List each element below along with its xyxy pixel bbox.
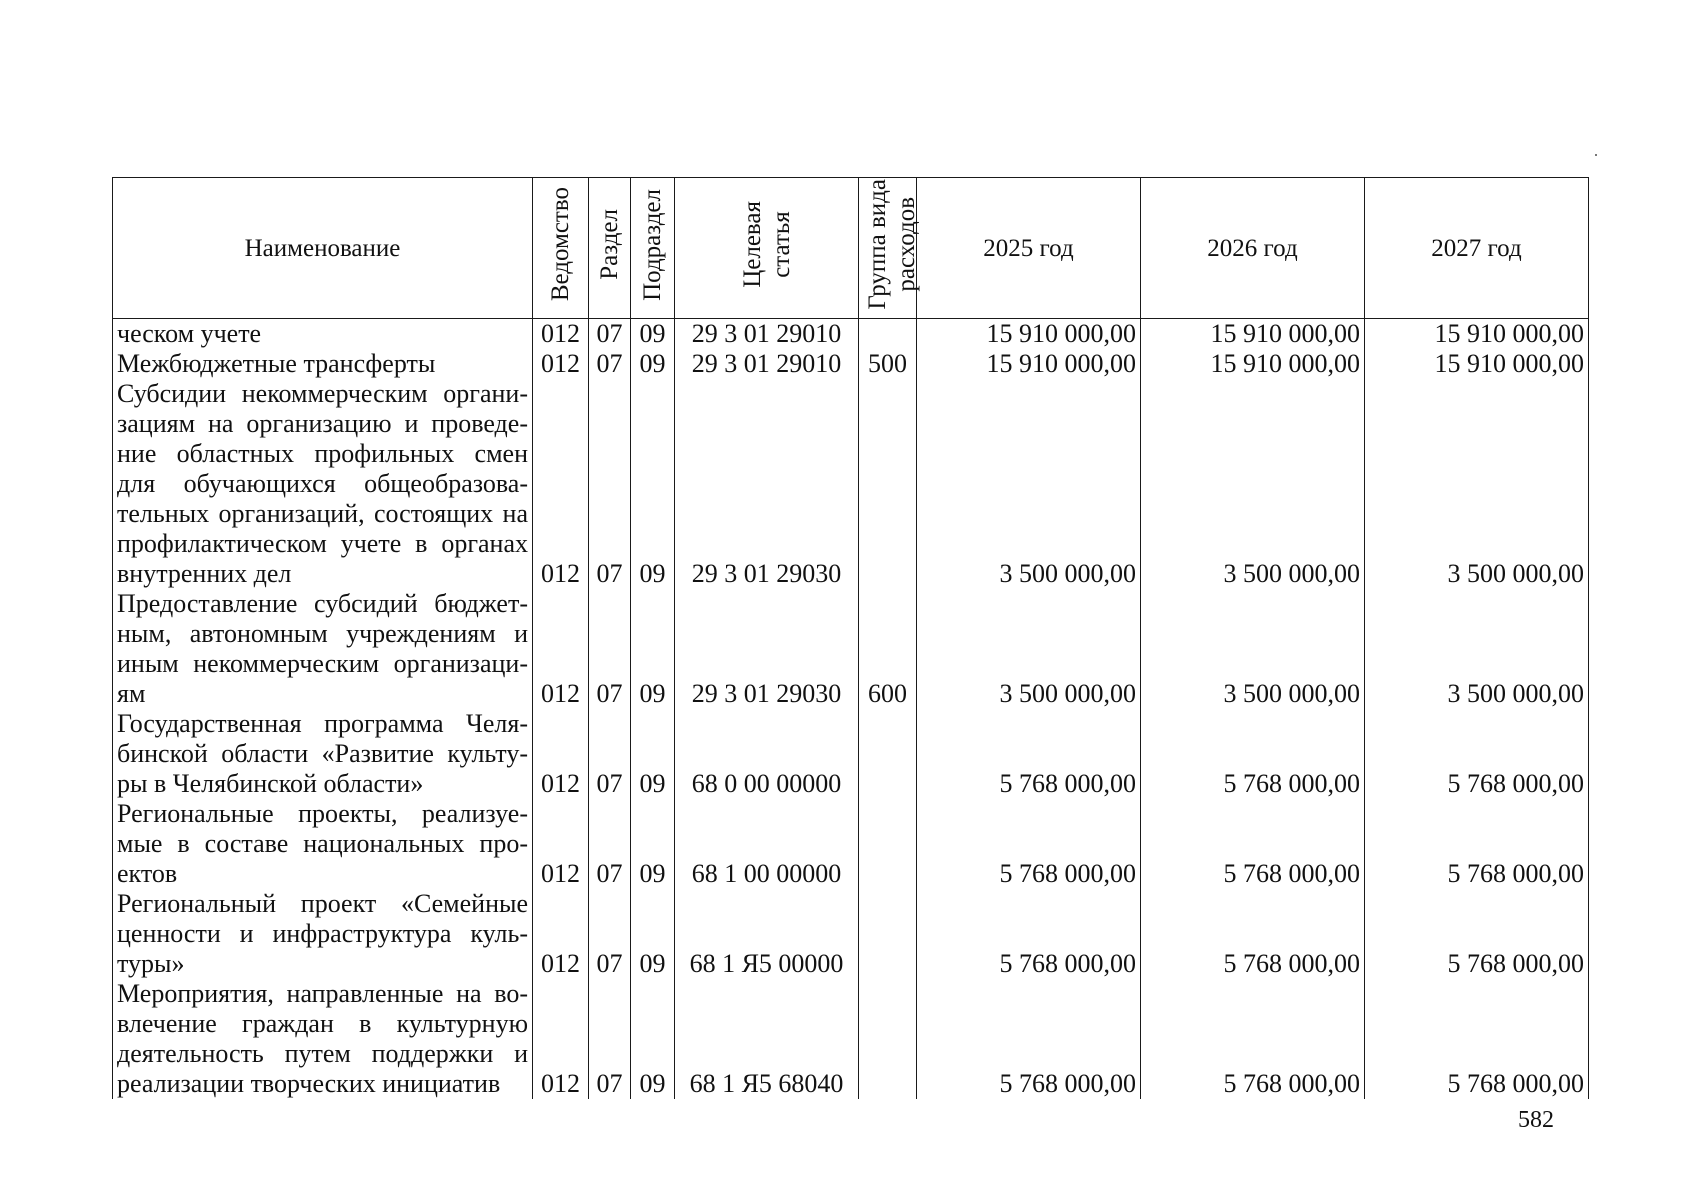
cell-podrazdel: 09	[631, 889, 675, 979]
cell-razdel: 07	[589, 379, 631, 589]
cell-podrazdel: 09	[631, 349, 675, 379]
cell-podrazdel: 09	[631, 979, 675, 1099]
cell-gruppa-vida-rashodov	[859, 889, 917, 979]
cell-2025: 15 910 000,00	[917, 319, 1141, 350]
table-row	[113, 319, 1589, 350]
table-row	[113, 799, 1589, 889]
cell-gruppa-vida-rashodov	[859, 799, 917, 889]
budget-table	[112, 177, 1589, 1099]
cell-2027: 5 768 000,00	[1365, 889, 1589, 979]
table-row	[113, 349, 1589, 379]
cell-gruppa-vida-rashodov: 500	[859, 349, 917, 379]
header-2026: 2026 год	[1141, 178, 1365, 319]
cell-vedomstvo: 012	[533, 319, 589, 350]
cell-podrazdel: 09	[631, 709, 675, 799]
cell-vedomstvo: 012	[533, 589, 589, 709]
cell-name: Предоставление субсидий бюджетным, автономным учреждениям и иным некоммерческим организациям	[113, 589, 533, 709]
header-2025: 2025 год	[917, 178, 1141, 319]
header-podrazdel: Подраздел	[631, 178, 675, 319]
cell-gruppa-vida-rashodov: 600	[859, 589, 917, 709]
cell-razdel: 07	[589, 889, 631, 979]
cell-2027: 15 910 000,00	[1365, 319, 1589, 350]
cell-celevaya-statya: 29 3 01 29030	[675, 589, 859, 709]
cell-celevaya-statya: 29 3 01 29010	[675, 349, 859, 379]
cell-2027: 5 768 000,00	[1365, 709, 1589, 799]
header-vedomstvo: Ведомство	[533, 178, 589, 319]
header-gruppa-vida-rashodov: Группа вида расходов	[859, 178, 917, 319]
cell-gruppa-vida-rashodov	[859, 319, 917, 350]
cell-celevaya-statya: 29 3 01 29010	[675, 319, 859, 350]
cell-celevaya-statya: 68 1 Я5 00000	[675, 889, 859, 979]
cell-2027: 3 500 000,00	[1365, 589, 1589, 709]
cell-name: Региональный проект «Семейные ценности и инфраструктура культуры»	[113, 889, 533, 979]
cell-podrazdel: 09	[631, 379, 675, 589]
header-celevaya-statya: Целевая статья	[675, 178, 859, 319]
cell-2025: 5 768 000,00	[917, 709, 1141, 799]
table-body	[113, 319, 1589, 1100]
cell-2025: 15 910 000,00	[917, 349, 1141, 379]
cell-razdel: 07	[589, 589, 631, 709]
cell-2026: 3 500 000,00	[1141, 379, 1365, 589]
cell-gruppa-vida-rashodov	[859, 709, 917, 799]
scan-mark	[1595, 154, 1597, 156]
cell-2026: 15 910 000,00	[1141, 319, 1365, 350]
cell-razdel: 07	[589, 709, 631, 799]
cell-celevaya-statya: 68 1 00 00000	[675, 799, 859, 889]
cell-2026: 15 910 000,00	[1141, 349, 1365, 379]
cell-vedomstvo: 012	[533, 979, 589, 1099]
table-row	[113, 589, 1589, 709]
header-2027: 2027 год	[1365, 178, 1589, 319]
cell-2026: 5 768 000,00	[1141, 709, 1365, 799]
cell-name: Региональные проекты, реализуемые в составе национальных проектов	[113, 799, 533, 889]
table-row	[113, 379, 1589, 589]
page-number: 582	[1518, 1107, 1554, 1133]
cell-name: Межбюджетные трансферты	[113, 349, 533, 379]
cell-razdel: 07	[589, 979, 631, 1099]
cell-podrazdel: 09	[631, 799, 675, 889]
cell-2027: 5 768 000,00	[1365, 979, 1589, 1099]
table-row	[113, 889, 1589, 979]
header-name: Наименование	[113, 178, 533, 319]
cell-name: Мероприятия, направленные на вовлечение граждан в культурную деятельность путем поддержки и реализации творческих инициатив	[113, 979, 533, 1099]
cell-2025: 5 768 000,00	[917, 799, 1141, 889]
table-header	[113, 178, 1589, 319]
cell-podrazdel: 09	[631, 589, 675, 709]
cell-razdel: 07	[589, 319, 631, 350]
cell-vedomstvo: 012	[533, 709, 589, 799]
cell-celevaya-statya: 68 1 Я5 68040	[675, 979, 859, 1099]
cell-2027: 5 768 000,00	[1365, 799, 1589, 889]
cell-razdel: 07	[589, 349, 631, 379]
cell-2025: 3 500 000,00	[917, 589, 1141, 709]
cell-gruppa-vida-rashodov	[859, 379, 917, 589]
table-row	[113, 979, 1589, 1099]
cell-vedomstvo: 012	[533, 379, 589, 589]
cell-vedomstvo: 012	[533, 349, 589, 379]
cell-gruppa-vida-rashodov	[859, 979, 917, 1099]
cell-2026: 5 768 000,00	[1141, 979, 1365, 1099]
cell-celevaya-statya: 68 0 00 00000	[675, 709, 859, 799]
cell-2026: 3 500 000,00	[1141, 589, 1365, 709]
cell-2025: 5 768 000,00	[917, 889, 1141, 979]
table-row	[113, 709, 1589, 799]
cell-name: Государственная программа Челябинской области «Развитие культуры в Челябинской области»	[113, 709, 533, 799]
cell-vedomstvo: 012	[533, 799, 589, 889]
cell-name: ческом учете	[113, 319, 533, 350]
cell-2025: 3 500 000,00	[917, 379, 1141, 589]
cell-2027: 15 910 000,00	[1365, 349, 1589, 379]
header-razdel: Раздел	[589, 178, 631, 319]
cell-vedomstvo: 012	[533, 889, 589, 979]
cell-2027: 3 500 000,00	[1365, 379, 1589, 589]
cell-2025: 5 768 000,00	[917, 979, 1141, 1099]
cell-2026: 5 768 000,00	[1141, 799, 1365, 889]
cell-celevaya-statya: 29 3 01 29030	[675, 379, 859, 589]
cell-2026: 5 768 000,00	[1141, 889, 1365, 979]
cell-name: Субсидии некоммерческим организациям на организацию и проведение областных профильных смен для обучающихся общеобразовательных организаций, состоящих на профилактическом учете в органах внутренних дел	[113, 379, 533, 589]
cell-razdel: 07	[589, 799, 631, 889]
cell-podrazdel: 09	[631, 319, 675, 350]
